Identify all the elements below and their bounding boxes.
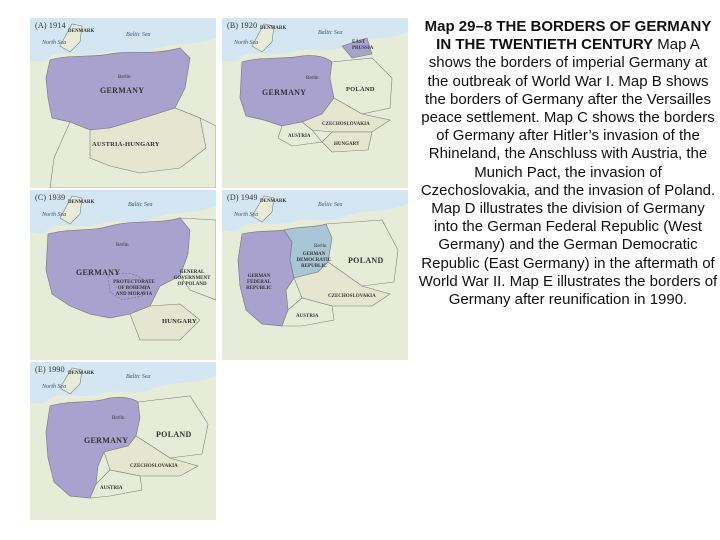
map-d-label: (D) 1949: [227, 193, 258, 202]
map-e-north-sea: North Sea: [42, 384, 67, 390]
map-a-1914: [30, 18, 216, 188]
map-b-1920: [222, 18, 408, 188]
map-c-hungary: HUNGARY: [162, 318, 197, 325]
maps-panel: [22, 14, 410, 522]
map-d-denmark: DENMARK: [260, 199, 287, 204]
map-b-czechoslovakia: CZECHOSLOVAKIA: [322, 122, 370, 127]
map-c-1939: [30, 190, 216, 360]
map-d-frg: GERMAN FEDERAL REPUBLIC: [246, 274, 272, 291]
map-b-hungary: HUNGARY: [334, 142, 360, 147]
caption-title: Map 29–8 THE BORDERS OF GERMANY IN THE TWENTIETH CENTURY: [424, 18, 712, 54]
map-b-north-sea: North Sea: [234, 40, 259, 46]
map-c-general-government: GENERAL GOVERNMENT OF POLAND: [173, 270, 211, 287]
map-e-poland: POLAND: [156, 430, 192, 439]
map-a-austria-hungary: AUSTRIA-HUNGARY: [92, 141, 160, 148]
map-caption: [418, 18, 718, 309]
map-e-germany: GERMANY: [84, 436, 129, 445]
map-d-north-sea: North Sea: [234, 212, 259, 218]
map-a-berlin: Berlin: [118, 75, 131, 80]
map-d-1949: [222, 190, 408, 360]
map-d-baltic-sea: Baltic Sea: [318, 202, 343, 208]
map-d-czechoslovakia: CZECHOSLOVAKIA: [328, 294, 376, 299]
map-c-protectorate: PROTECTORATE OF BOHEMIA AND MORAVIA: [113, 280, 155, 297]
map-e-label: (E) 1990: [35, 365, 65, 374]
map-b-baltic-sea: Baltic Sea: [318, 30, 343, 36]
map-e-czechoslovakia: CZECHOSLOVAKIA: [130, 464, 178, 469]
map-d-austria: AUSTRIA: [296, 314, 319, 319]
map-e-berlin: Berlin: [112, 416, 125, 421]
map-a-north-sea: North Sea: [42, 40, 67, 46]
map-c-berlin: Berlin: [116, 243, 129, 248]
map-a-label: (A) 1914: [35, 21, 66, 30]
map-d-poland: POLAND: [348, 256, 384, 265]
map-c-germany: GERMANY: [76, 268, 121, 277]
map-d-gdr: GERMAN DEMOCRATIC REPUBLIC: [296, 252, 332, 269]
map-d-berlin: Berlin: [314, 244, 327, 249]
map-b-berlin: Berlin: [306, 76, 319, 81]
map-e-1990: [30, 362, 216, 520]
map-c-north-sea: North Sea: [42, 212, 67, 218]
map-a-germany: GERMANY: [100, 86, 145, 95]
caption-body: Map A shows the borders of imperial Germany at the outbreak of World War I. Map B shows the borders of Germany after the Versailles peace settlement. Map C shows the borders of Germany after Hitler’s invasion of the Rhineland, the Anschluss with Austria, the Munich Pact, the invasion of Czechoslovakia, and the invasion of Poland. Map D illustrates the division of Germany into the German Federal Republic (West Germany) and the German Democratic Republic (East Germany) in the aftermath of World War II. Map E illustrates the borders of Germany after reunification in 1990.: [418, 36, 718, 309]
map-c-label: (C) 1939: [35, 193, 66, 202]
map-b-austria: AUSTRIA: [288, 134, 311, 139]
map-e-denmark: DENMARK: [68, 371, 95, 376]
map-b-poland: POLAND: [346, 86, 375, 93]
map-c-denmark: DENMARK: [68, 200, 95, 205]
map-b-label: (B) 1920: [227, 21, 258, 30]
map-a-denmark: DENMARK: [68, 29, 95, 34]
map-a-baltic-sea: Baltic Sea: [126, 32, 151, 38]
map-c-baltic-sea: Baltic Sea: [128, 202, 153, 208]
map-b-denmark: DENMARK: [260, 26, 287, 31]
map-b-germany: GERMANY: [262, 88, 307, 97]
map-e-baltic-sea: Baltic Sea: [126, 374, 151, 380]
map-e-austria: AUSTRIA: [100, 486, 123, 491]
map-b-east-prussia: EAST PRUSSIA: [352, 40, 374, 51]
